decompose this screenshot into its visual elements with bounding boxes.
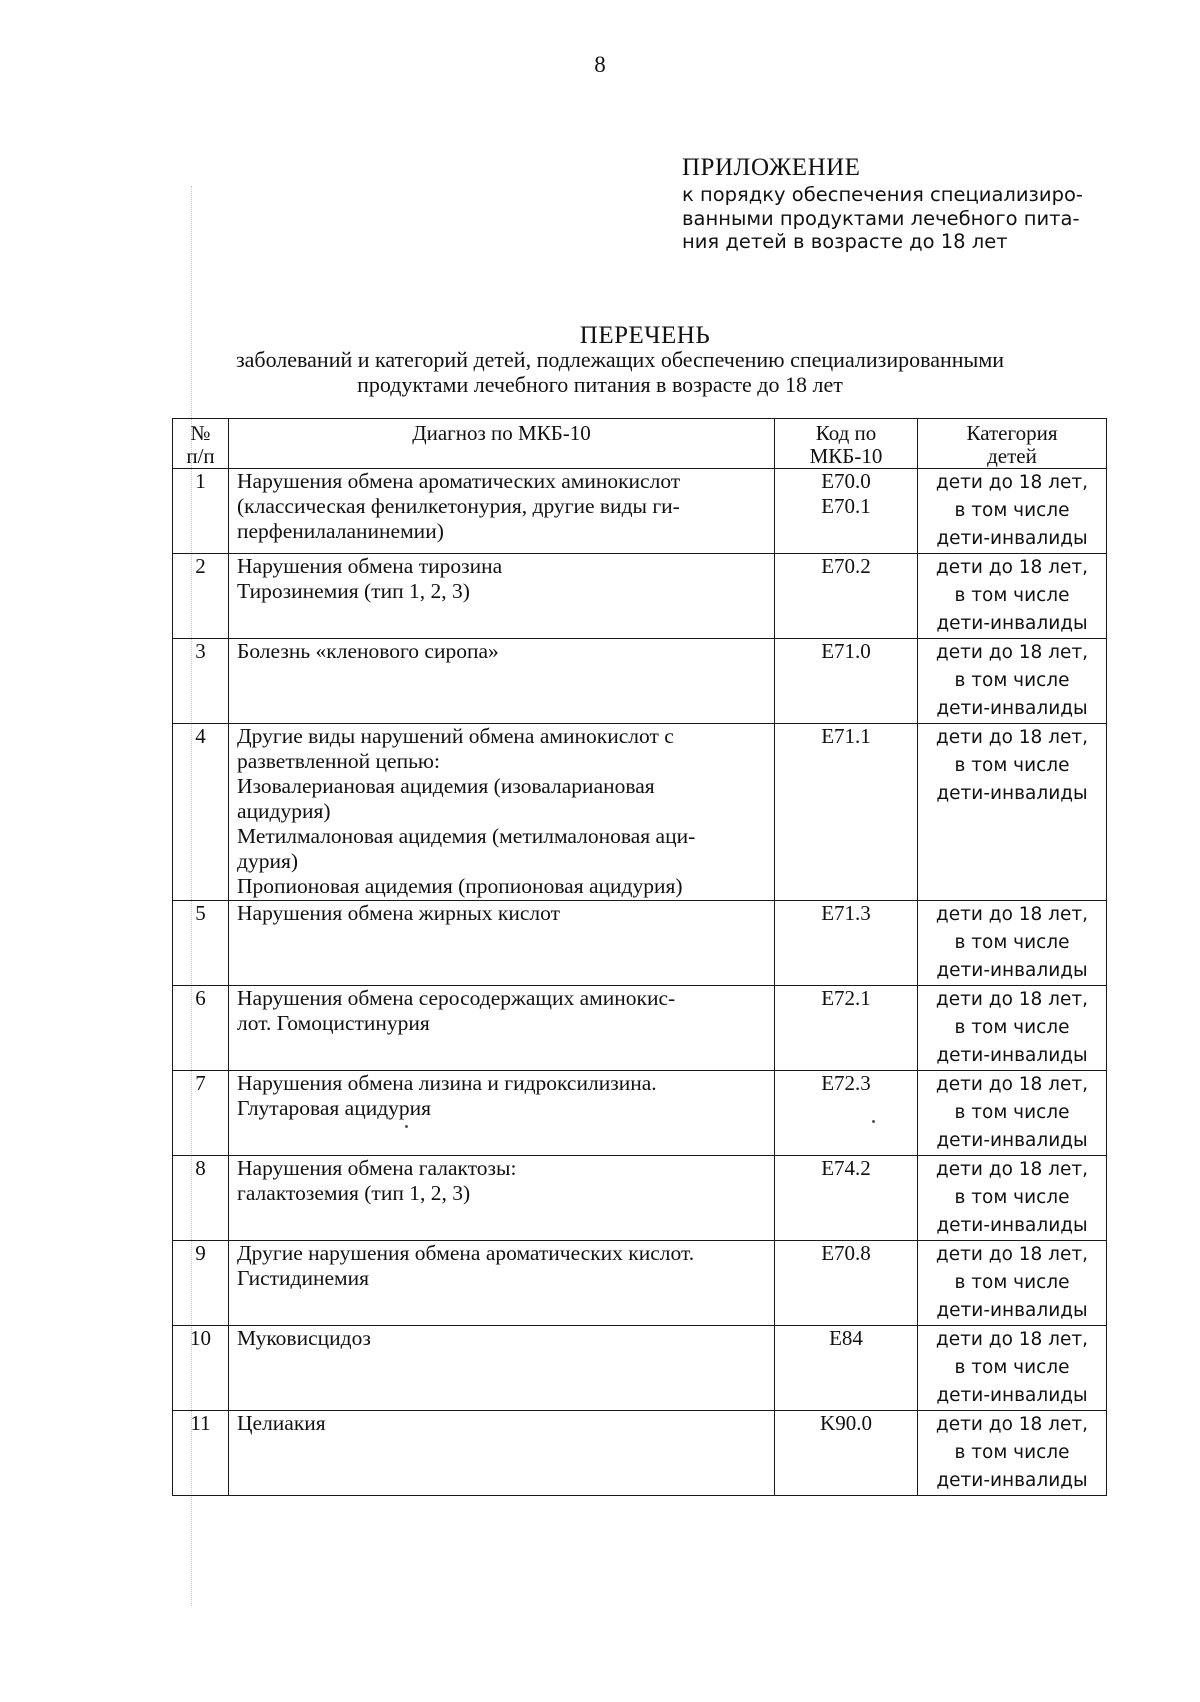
icd-code: E70.8 — [821, 1241, 871, 1265]
icd-code: E70.1 — [821, 494, 871, 518]
header-code — [775, 419, 918, 469]
row-category — [918, 1071, 1107, 1156]
category-line: дети-инвалиды — [936, 528, 1088, 549]
row-number — [173, 1326, 229, 1411]
row-number-text: 6 — [195, 986, 206, 1010]
table-row — [173, 1156, 1107, 1241]
table-row — [173, 554, 1107, 639]
row-category — [918, 1156, 1107, 1241]
diagnosis-line: Пропионовая ацидемия (пропионовая ацидурия) — [237, 874, 683, 898]
diagnosis-line: Нарушения обмена ароматических аминокислот — [237, 469, 681, 493]
row-number-text: 9 — [195, 1241, 206, 1265]
icd-code: E71.1 — [821, 724, 871, 748]
row-category — [918, 1326, 1107, 1411]
header-category-line: детей — [987, 444, 1037, 468]
category-line: дети до 18 лет, — [935, 1329, 1089, 1350]
row-category — [918, 469, 1107, 554]
row-icd-code — [775, 1411, 918, 1496]
category-line: в том числе — [954, 1187, 1070, 1208]
icd-code: E71.3 — [821, 901, 871, 925]
category-line: дети-инвалиды — [936, 1385, 1088, 1406]
row-icd-code — [775, 554, 918, 639]
row-number — [173, 469, 229, 554]
header-category — [918, 419, 1107, 469]
header-diagnosis-line: Диагноз по МКБ-10 — [412, 421, 591, 445]
row-diagnosis — [229, 1071, 775, 1156]
diagnosis-line: (классическая фенилкетонурия, другие виды ги- — [237, 494, 680, 518]
category-line: дети-инвалиды — [936, 783, 1088, 804]
diagnosis-line: лот. Гомоцистинурия — [237, 1011, 430, 1035]
row-icd-code — [775, 1326, 918, 1411]
diagnosis-line: ацидурия) — [237, 799, 331, 823]
table-row — [173, 1241, 1107, 1326]
row-number-text: 5 — [195, 901, 206, 925]
icd-code: E70.2 — [821, 554, 871, 578]
icd-code: E70.0 — [821, 469, 871, 493]
category-line: в том числе — [954, 1357, 1070, 1378]
list-title: ПЕРЕЧЕНЬ — [579, 322, 711, 349]
header-num-line: № — [190, 421, 211, 445]
diagnosis-line: Глутаровая ацидурия — [237, 1096, 432, 1120]
row-diagnosis — [229, 1241, 775, 1326]
category-line: дети-инвалиды — [936, 1470, 1088, 1491]
table-row — [173, 986, 1107, 1071]
category-line: дети до 18 лет, — [935, 557, 1089, 578]
row-number-text: 10 — [190, 1326, 211, 1350]
row-category — [918, 901, 1107, 986]
diagnosis-line: Болезнь «кленового сиропа» — [237, 639, 499, 663]
table-row — [173, 469, 1107, 554]
category-line: в том числе — [954, 1017, 1070, 1038]
table-row — [173, 1071, 1107, 1156]
row-number-text: 2 — [195, 554, 206, 578]
category-line: дети до 18 лет, — [935, 727, 1089, 748]
row-number-text: 3 — [195, 639, 206, 663]
diagnosis-line: Нарушения обмена жирных кислот — [237, 901, 560, 925]
row-diagnosis — [229, 1411, 775, 1496]
row-number-text: 7 — [195, 1071, 206, 1095]
table-header-row — [173, 419, 1107, 469]
category-line: дети до 18 лет, — [935, 1414, 1089, 1435]
header-diagnosis — [229, 419, 775, 469]
category-line: в том числе — [954, 500, 1070, 521]
row-category — [918, 554, 1107, 639]
row-category — [918, 1411, 1107, 1496]
header-category-line: Категория — [966, 421, 1058, 445]
row-number — [173, 1241, 229, 1326]
category-line: дети-инвалиды — [936, 1215, 1088, 1236]
row-number-text: 4 — [195, 724, 206, 748]
row-icd-code — [775, 1071, 918, 1156]
row-number — [173, 1071, 229, 1156]
appendix-line: ния детей в возрасте до 18 лет — [682, 230, 1008, 253]
diagnosis-line: Целиакия — [237, 1411, 326, 1435]
row-number-text: 1 — [195, 469, 206, 493]
table-row — [173, 1411, 1107, 1496]
row-icd-code — [775, 1241, 918, 1326]
header-code-line: МКБ-10 — [809, 444, 883, 468]
icd-code: K90.0 — [820, 1411, 872, 1435]
appendix-line: к порядку обеспечения специализиро- — [682, 183, 1083, 206]
row-diagnosis — [229, 1156, 775, 1241]
table-row — [173, 639, 1107, 724]
table-row — [173, 724, 1107, 901]
category-line: в том числе — [954, 755, 1070, 776]
diagnosis-line: Изовалериановая ацидемия (изовалариановая — [237, 774, 655, 798]
header-num-line: п/п — [186, 444, 215, 468]
row-category — [918, 986, 1107, 1071]
appendix-line: ванными продуктами лечебного пита- — [682, 206, 1080, 230]
row-icd-code — [775, 1156, 918, 1241]
row-number — [173, 901, 229, 986]
page-number: 8 — [594, 52, 606, 77]
row-number — [173, 554, 229, 639]
category-line: дети-инвалиды — [936, 1045, 1088, 1066]
row-icd-code — [775, 469, 918, 554]
category-line: дети до 18 лет, — [935, 642, 1089, 663]
diagnosis-line: Другие нарушения обмена ароматических кислот. — [237, 1241, 695, 1265]
row-number-text: 11 — [190, 1411, 211, 1435]
row-number — [173, 1411, 229, 1496]
icd-code: E74.2 — [821, 1156, 871, 1180]
category-line: в том числе — [954, 932, 1070, 953]
appendix-block — [682, 153, 1132, 254]
row-diagnosis — [229, 639, 775, 724]
diagnosis-line: Муковисцидоз — [237, 1326, 371, 1350]
diagnosis-line: перфенилаланинемии) — [237, 519, 444, 543]
diagnosis-table — [172, 418, 1107, 1496]
category-line: дети до 18 лет, — [935, 1159, 1089, 1180]
category-line: дети-инвалиды — [936, 1130, 1088, 1151]
diagnosis-line: Другие виды нарушений обмена аминокислот с — [237, 724, 674, 748]
row-number — [173, 1156, 229, 1241]
diagnosis-line: Нарушения обмена тирозина — [237, 554, 503, 578]
category-line: дети-инвалиды — [936, 960, 1088, 981]
list-subtitle-line: заболеваний и категорий детей, подлежащих обеспечению специализированными — [235, 347, 1005, 372]
diagnosis-line: Метилмалоновая ацидемия (метилмалоновая аци- — [237, 824, 696, 848]
diagnosis-line: Тирозинемия (тип 1, 2, 3) — [237, 579, 470, 603]
diagnosis-line: разветвленной цепью: — [237, 749, 440, 773]
icd-code: E72.1 — [821, 986, 871, 1010]
row-icd-code — [775, 901, 918, 986]
diagnosis-line: дурия) — [237, 849, 298, 873]
table-row — [173, 1326, 1107, 1411]
header-code-line: Код по — [815, 421, 877, 445]
header-num — [173, 419, 229, 469]
category-line: в том числе — [954, 1442, 1070, 1463]
row-icd-code — [775, 986, 918, 1071]
row-category — [918, 639, 1107, 724]
category-line: дети-инвалиды — [936, 1300, 1088, 1321]
category-line: в том числе — [954, 1272, 1070, 1293]
table-body — [173, 469, 1107, 1496]
row-icd-code — [775, 724, 918, 901]
row-number — [173, 639, 229, 724]
icd-code: E71.0 — [821, 639, 871, 663]
category-line: в том числе — [954, 1102, 1070, 1123]
row-diagnosis — [229, 901, 775, 986]
diagnosis-line: Гистидинемия — [237, 1266, 370, 1290]
icd-code: E72.3 — [821, 1071, 871, 1095]
row-icd-code — [775, 639, 918, 724]
row-diagnosis — [229, 469, 775, 554]
row-diagnosis — [229, 1326, 775, 1411]
list-subtitle-line: продуктами лечебного питания в возрасте до 18 лет — [357, 372, 843, 397]
row-category — [918, 1241, 1107, 1326]
appendix-title: ПРИЛОЖЕНИЕ — [682, 154, 861, 181]
diagnosis-line: Нарушения обмена галактозы: — [237, 1156, 517, 1180]
table-row — [173, 901, 1107, 986]
category-line: дети до 18 лет, — [935, 1244, 1089, 1265]
row-diagnosis — [229, 724, 775, 901]
row-diagnosis — [229, 554, 775, 639]
category-line: в том числе — [954, 585, 1070, 606]
row-category — [918, 724, 1107, 901]
diagnosis-line: галактоземия (тип 1, 2, 3) — [237, 1181, 471, 1205]
category-line: дети до 18 лет, — [935, 472, 1089, 493]
row-number — [173, 986, 229, 1071]
category-line: дети до 18 лет, — [935, 1074, 1089, 1095]
row-diagnosis — [229, 986, 775, 1071]
category-line: дети до 18 лет, — [935, 989, 1089, 1010]
icd-code: E84 — [829, 1326, 863, 1350]
diagnosis-line: Нарушения обмена серосодержащих аминокис- — [237, 986, 676, 1010]
category-line: дети до 18 лет, — [935, 904, 1089, 925]
diagnosis-line: Нарушения обмена лизина и гидроксилизина. — [237, 1071, 657, 1095]
row-number — [173, 724, 229, 901]
row-number-text: 8 — [195, 1156, 206, 1180]
category-line: в том числе — [954, 670, 1070, 691]
category-line: дети-инвалиды — [936, 613, 1088, 634]
category-line: дети-инвалиды — [936, 698, 1088, 719]
